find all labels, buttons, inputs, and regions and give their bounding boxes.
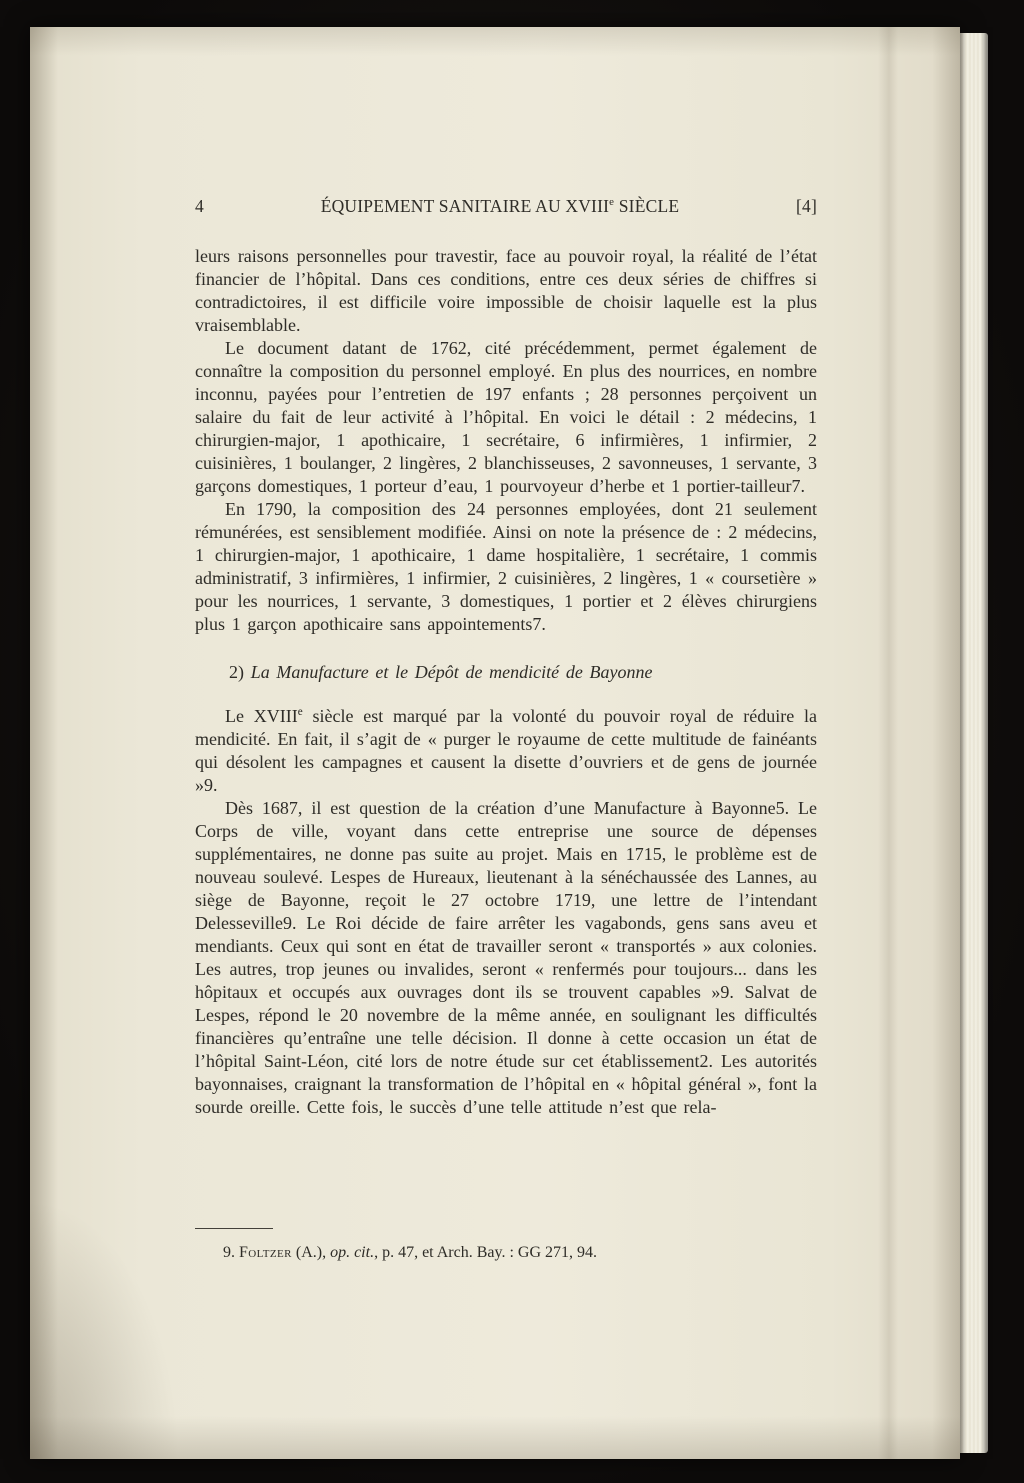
section-number: 2) bbox=[229, 662, 251, 682]
section-heading bbox=[195, 661, 817, 684]
paragraph: Le document datant de 1762, cité précédemment, permet également de connaître la composition du personnel employé. En plus des nourrices, en nombre inconnu, payées pour l’entretien de 197 enfants ; 28 personnes perçoivent un salaire du fait de leur activité à l’hôpital. En voici le détail : 2 médecins, 1 chirurgien-major, 1 apothicaire, 1 secrétaire, 6 infirmières, 1 infirmier, 2 cuisinières, 1 boulanger, 2 lingères, 2 blanchisseuses, 2 savonneuses, 1 servante, 3 garçons domestiques, 1 porteur d’eau, 1 pourvoyeur d’herbe et 1 portier-tailleur7. bbox=[195, 338, 817, 496]
running-title-superscript: e bbox=[609, 196, 615, 209]
paragraph-text-end: siècle est marqué par la volonté du pouvoir royal de réduire la mendicité. En fait, il s’agit de « purger le royaume de cette multitude de fainéants qui désolent les campagnes et causent la disette d’ouvriers et de gens de journée »9. bbox=[195, 706, 817, 795]
page-corner-shadow bbox=[30, 1199, 180, 1459]
page-number: 4 bbox=[195, 196, 204, 216]
footnote-work: op. cit. bbox=[330, 1244, 375, 1261]
bracket-page-number: [4] bbox=[795, 196, 817, 216]
footnote-divider bbox=[195, 1228, 273, 1229]
paragraph-text: Le XVIII bbox=[225, 706, 298, 726]
footnote-author-initial: (A.), bbox=[291, 1244, 331, 1261]
footnote-reference: , p. 47, et Arch. Bay. : GG 271, 94. bbox=[374, 1244, 598, 1261]
body-text bbox=[195, 245, 817, 1119]
running-head bbox=[195, 195, 817, 218]
paragraph: Dès 1687, il est question de la création d’une Manufacture à Bayonne5. Le Corps de ville, voyant dans cette entreprise une source de dépenses supplémentaires, ne donne pas suite au projet. Mais en 1715, le problème est de nouveau soulevé. Lespes de Hureaux, lieutenant à la sénéchaussée des Lannes, au siège de Bayonne, reçoit le 27 octobre 1719, une lettre de l’intendant Delesseville9. Le Roi décide de faire arrêter les vagabonds, gens sans aveu et mendiants. Ceux qui sont en état de travailler seront « transportés » aux colonies. Les autres, trop jeunes ou invalides, seront « renfermés pour toujours... dans les hôpitaux et occupés aux ouvrages dont ils se trouvent capables »9. Salvat de Lespes, répond le 20 novembre de la même année, en soulignant les difficultés financières qu’entraîne une telle décision. Il donne à cette occasion un état de l’hôpital Saint-Léon, cité lors de notre étude sur cet établissement2. Les autorités bayonnaises, craignant la transformation de l’hôpital en « hôpital général », font la sourde oreille. Cette fois, le succès d’une telle attitude n’est que rela- bbox=[195, 798, 817, 1117]
paragraph: leurs raisons personnelles pour travestir, face au pouvoir royal, la réalité de l’état financier de l’hôpital. Dans ces conditions, entre ces deux séries de chiffres si contradictoires, il est difficile voire impossible de choisir laquelle est la plus vraisemblable. bbox=[195, 246, 817, 335]
text-column bbox=[195, 195, 817, 1263]
footnote-author: Foltzer bbox=[239, 1244, 292, 1261]
footnote-number: 9. bbox=[223, 1244, 239, 1261]
paragraph bbox=[195, 705, 817, 797]
running-title-text-end: SIÈCLE bbox=[614, 196, 680, 216]
section-title: La Manufacture et le Dépôt de mendicité de Bayonne bbox=[250, 662, 653, 682]
footnote-section bbox=[195, 1218, 817, 1263]
century-superscript: e bbox=[297, 706, 303, 718]
page-crease bbox=[878, 27, 898, 1459]
page-edge-stack bbox=[960, 33, 988, 1453]
book-page bbox=[30, 27, 960, 1459]
paragraph: En 1790, la composition des 24 personnes employées, dont 21 seulement rémunérées, est sensiblement modifiée. Ainsi on note la présence de : 2 médecins, 1 chirurgien-major, 1 apothicaire, 1 dame hospitalière, 1 secrétaire, 1 commis administratif, 3 infirmières, 1 infirmier, 2 cuisinières, 2 lingères, 1 « coursetière » pour les nourrices, 1 servante, 3 domestiques, 1 portier et 2 élèves chirurgiens plus 1 garçon apothicaire sans appointements7. bbox=[195, 499, 817, 634]
running-title-text: ÉQUIPEMENT SANITAIRE AU XVIII bbox=[320, 196, 610, 216]
footnote bbox=[195, 1242, 817, 1263]
running-title bbox=[204, 195, 796, 218]
